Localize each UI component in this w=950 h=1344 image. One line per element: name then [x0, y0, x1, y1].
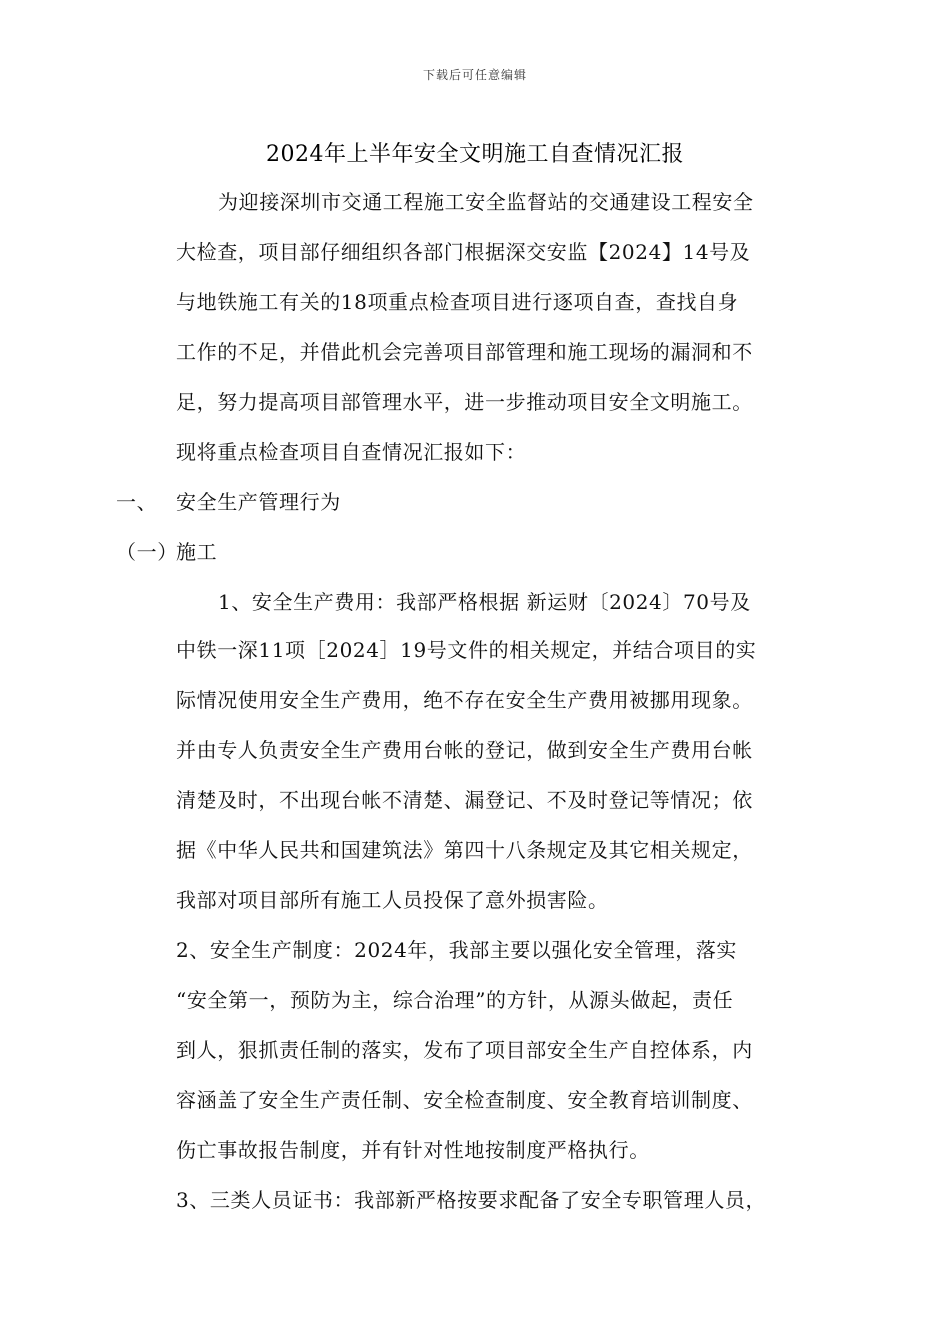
item2-line-5: 伤亡事故报告制度，并有针对性地按制度严格执行。	[176, 1138, 650, 1162]
intro-line-2: 大检查，项目部仔细组织各部门根据深交安监【2024】14号及	[176, 240, 751, 264]
item2-line-1: 2、安全生产制度：2024年，我部主要以强化安全管理，落实	[176, 938, 738, 962]
intro-line-3: 与地铁施工有关的18项重点检查项目进行逐项自查，查找自身	[176, 290, 739, 314]
item1-line-6: 据《中华人民共和国建筑法》第四十八条规定及其它相关规定，	[176, 838, 753, 862]
intro-line-1: 为迎接深圳市交通工程施工安全监督站的交通建设工程安全	[218, 190, 754, 214]
document-title: 2024年上半年安全文明施工自查情况汇报	[266, 142, 684, 167]
subsection-title: 施工	[176, 540, 218, 564]
item1-line-1: 1、安全生产费用：我部严格根据 新运财〔2024〕70号及	[218, 590, 751, 614]
section-heading-1	[116, 486, 341, 515]
intro-line-5: 足，努力提高项目部管理水平，进一步推动项目安全文明施工。	[176, 390, 753, 414]
item1-line-4: 并由专人负责安全生产费用台帐的登记，做到安全生产费用台帐	[176, 738, 753, 762]
item2-line-3: 到人，狠抓责任制的落实，发布了项目部安全生产自控体系，内	[176, 1038, 753, 1062]
item2-line-2: “安全第一，预防为主，综合治理”的方针，从源头做起，责任	[176, 988, 734, 1012]
item1-line-3: 际情况使用安全生产费用，绝不存在安全生产费用被挪用现象。	[176, 688, 753, 712]
section-marker: 一、	[116, 490, 158, 514]
header-note: 下载后可任意编辑	[422, 68, 527, 82]
intro-line-6: 现将重点检查项目自查情况汇报如下：	[176, 440, 527, 464]
item1-line-5: 清楚及时，不出现台帐不清楚、漏登记、不及时登记等情况；依	[176, 788, 753, 812]
section-title: 安全生产管理行为	[176, 490, 341, 514]
subsection-heading-1	[116, 536, 217, 565]
subsection-marker: （一）	[116, 540, 178, 564]
item1-line-7: 我部对项目部所有施工人员投保了意外损害险。	[176, 888, 609, 912]
item2-line-4: 容涵盖了安全生产责任制、安全检查制度、安全教育培训制度、	[176, 1088, 753, 1112]
intro-line-4: 工作的不足，并借此机会完善项目部管理和施工现场的漏洞和不	[176, 340, 753, 364]
item3-line-1: 3、三类人员证书：我部新严格按要求配备了安全专职管理人员，	[176, 1188, 767, 1212]
item1-line-2: 中铁一深11项［2024］19号文件的相关规定，并结合项目的实	[176, 638, 757, 662]
